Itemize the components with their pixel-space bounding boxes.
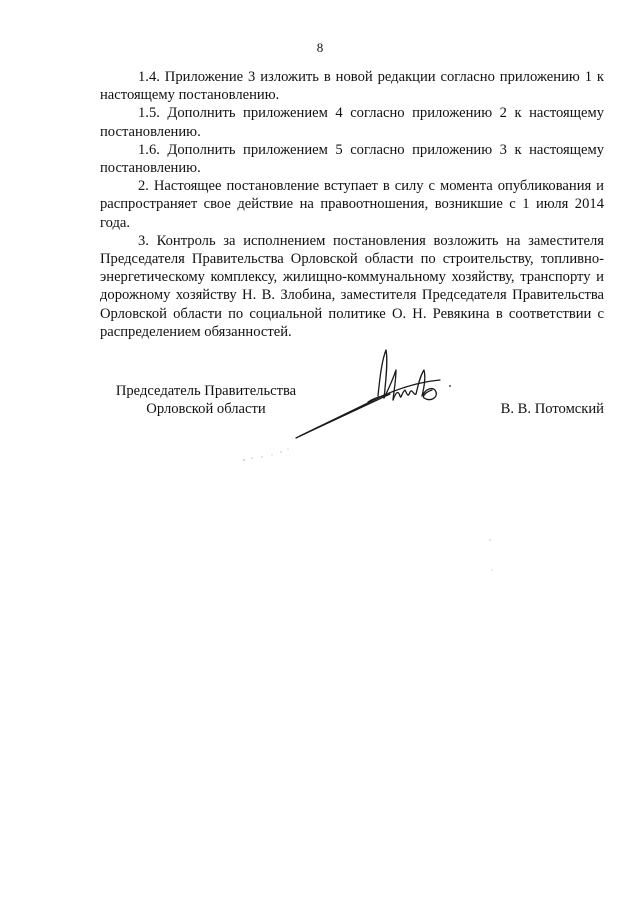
signatory-name: В. В. Потомский [500,401,604,417]
paragraph-3: 3. Контроль за исполнением постановления возложить на заместителя Председателя Правительства Орловской области по строительству, топливно-энергетическому комплексу, жилищно-коммунальному хозяйству, транспорту и дорожному хозяйству Н. В. Злобина, заместителя Председателя Правительства Орловской области по социальной политике О. Н. Ревякина в соответствии с распределением обязанностей. [100,232,604,340]
signatory-title [104,382,308,418]
paragraph-2: 2. Настоящее постановление вступает в силу с момента опубликования и распространяет свое действие на правоотношения, возникшие с 1 июля 2014 года. [100,178,604,231]
document-body [100,68,604,341]
signatory-title-line-2: Орловской области [146,401,266,418]
signatory-title-line-1: Председатель Правительства [115,383,297,399]
handwritten-signature [290,346,460,442]
page-number: 8 [316,40,324,55]
paragraph-1-6: 1.6. Дополнить приложением 5 согласно приложению 3 к настоящему постановлению. [100,141,604,177]
signature-block [0,382,640,482]
paragraph-1-4: 1.4. Приложение 3 изложить в новой редакции согласно приложению 1 к настоящему постановлению. [100,69,604,104]
paragraph-1-5: 1.5. Дополнить приложением 4 согласно приложению 2 к настоящему постановлению. [100,105,604,140]
